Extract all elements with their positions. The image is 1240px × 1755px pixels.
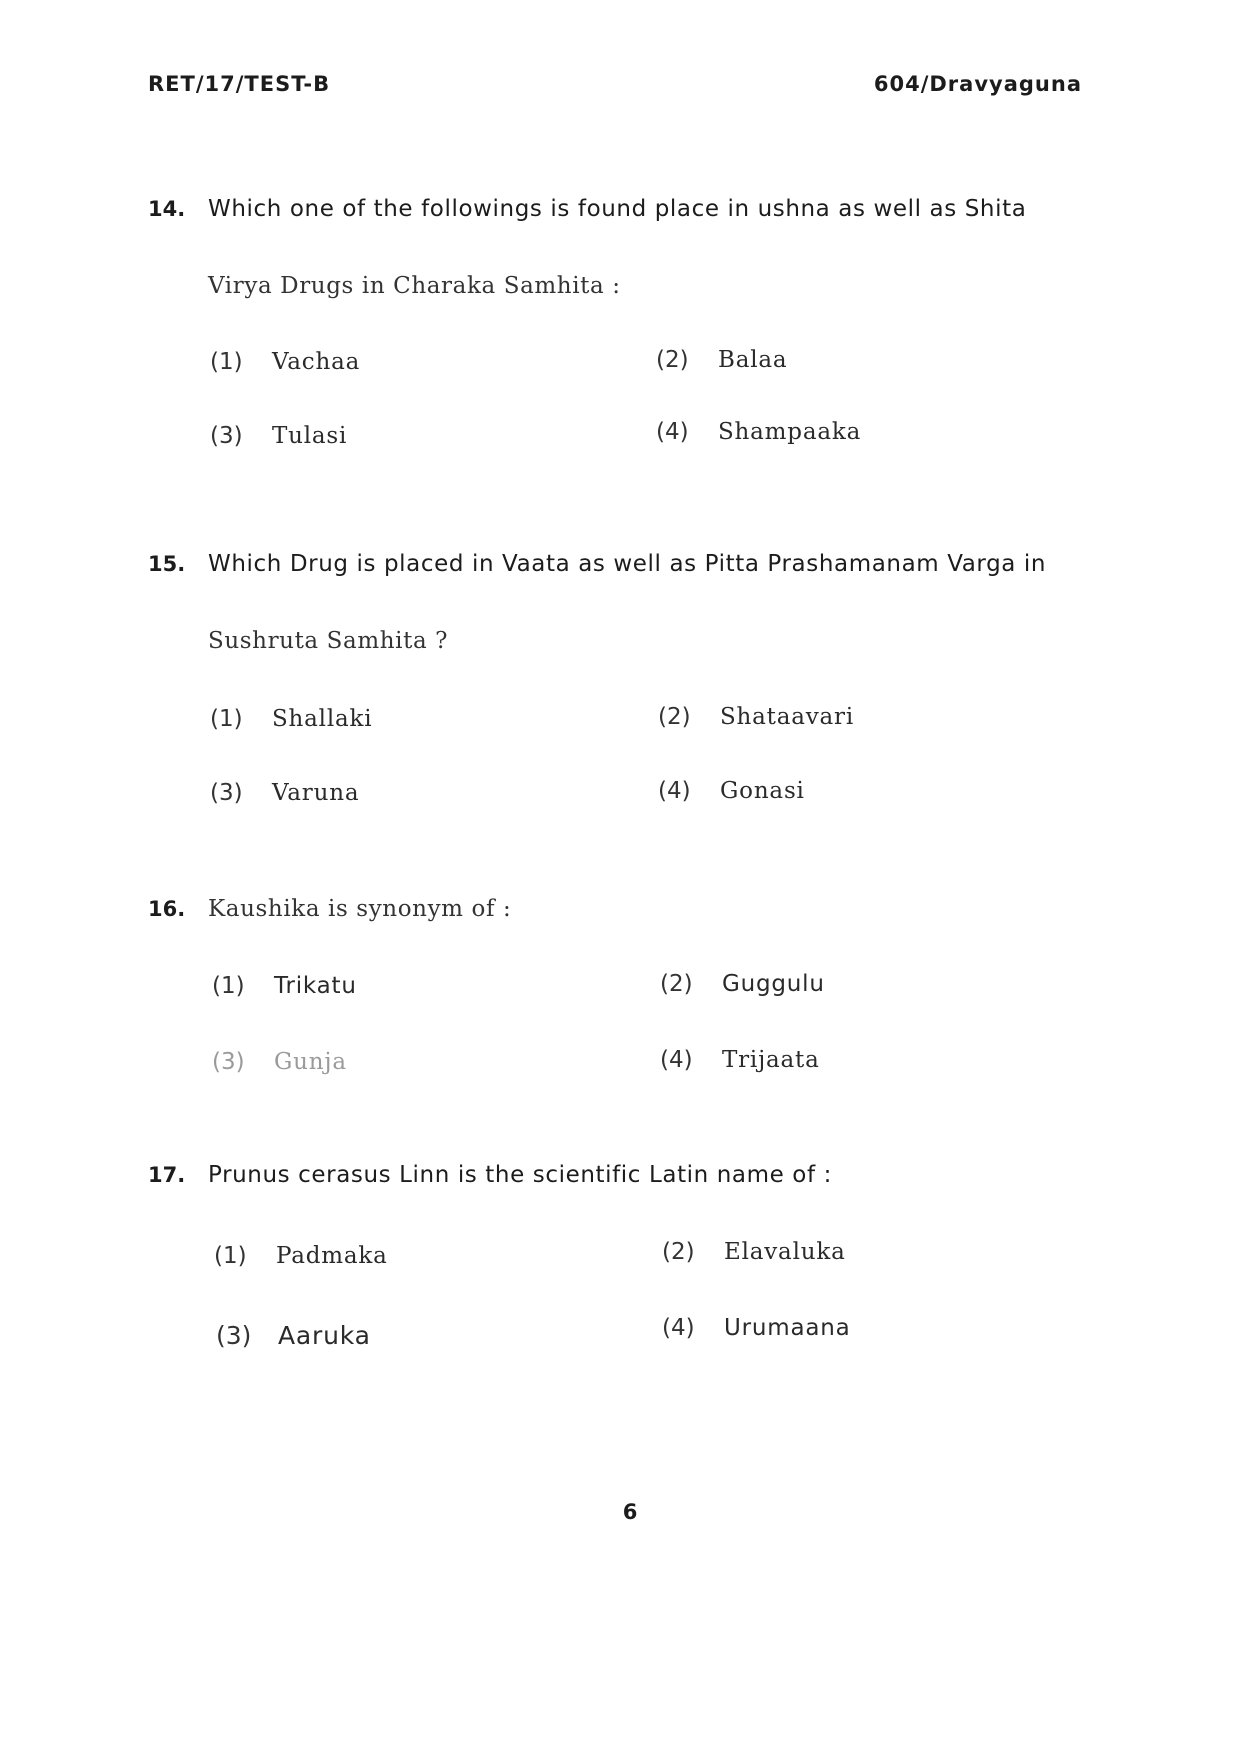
option-1: [214, 1243, 388, 1269]
question-text: Which one of the followings is found place in ushna as well as Shita: [208, 196, 1027, 222]
option-number: (1): [210, 706, 243, 732]
option-text: Aaruka: [278, 1321, 371, 1350]
option-text: Shampaaka: [718, 419, 862, 445]
question-text: Which Drug is placed in Vaata as well as Pitta Prashamanam Varga in: [208, 551, 1047, 577]
option-2: [662, 1239, 846, 1265]
option-2: [656, 347, 787, 373]
option-text: Shataavari: [720, 704, 855, 730]
subject-code: 604/Dravyaguna: [873, 72, 1082, 96]
option-number: (4): [658, 778, 691, 804]
option-number: (2): [658, 704, 691, 730]
option-text: Trikatu: [274, 973, 357, 999]
question-17: [148, 1162, 1088, 1350]
question-16: [148, 896, 1088, 1075]
option-number: (4): [662, 1315, 695, 1341]
option-3: [210, 780, 359, 806]
option-number: (4): [660, 1047, 693, 1073]
option-1: [210, 706, 372, 732]
option-2: [658, 704, 854, 730]
option-1: [210, 349, 360, 375]
question-text-continued: Virya Drugs in Charaka Samhita :: [208, 273, 621, 299]
question-text-continued: Sushruta Samhita ?: [208, 628, 449, 654]
option-4: [660, 1047, 820, 1073]
question-text: Kaushika is synonym of :: [208, 896, 512, 922]
question-number: 17.: [148, 1163, 186, 1187]
option-4: [662, 1315, 851, 1341]
option-number: (2): [660, 971, 693, 997]
question-number: 15.: [148, 552, 186, 576]
option-text: Urumaana: [724, 1315, 851, 1341]
option-text: Guggulu: [722, 971, 825, 997]
question-text: Prunus cerasus Linn is the scientific Latin name of :: [208, 1162, 832, 1188]
option-text: Elavaluka: [724, 1239, 846, 1265]
page-header: [148, 72, 1082, 96]
option-number: (3): [212, 1049, 245, 1075]
option-number: (1): [210, 349, 243, 375]
option-text: Balaa: [718, 347, 788, 373]
option-3: [210, 423, 347, 449]
question-number: 14.: [148, 197, 186, 221]
question-15: [148, 551, 1088, 806]
option-3: [212, 1049, 347, 1075]
paper-code: RET/17/TEST-B: [148, 72, 331, 96]
option-number: (4): [656, 419, 689, 445]
option-number: (1): [214, 1243, 247, 1269]
option-text: Gunja: [274, 1049, 347, 1075]
option-4: [658, 778, 805, 804]
option-text: Varuna: [272, 780, 360, 806]
option-text: Trijaata: [722, 1047, 820, 1073]
option-2: [660, 971, 825, 997]
option-text: Vachaa: [272, 349, 361, 375]
option-number: (1): [212, 973, 245, 999]
option-text: Padmaka: [276, 1243, 388, 1269]
option-4: [656, 419, 861, 445]
option-3: [216, 1321, 371, 1350]
option-number: (2): [656, 347, 689, 373]
option-number: (3): [210, 780, 243, 806]
page-number: 6: [622, 1500, 638, 1524]
option-number: (2): [662, 1239, 695, 1265]
option-number: (3): [216, 1321, 252, 1350]
option-text: Gonasi: [720, 778, 805, 804]
question-number: 16.: [148, 897, 186, 921]
option-number: (3): [210, 423, 243, 449]
option-text: Tulasi: [272, 423, 348, 449]
option-text: Shallaki: [272, 706, 373, 732]
question-14: [148, 196, 1088, 449]
option-1: [212, 973, 357, 999]
